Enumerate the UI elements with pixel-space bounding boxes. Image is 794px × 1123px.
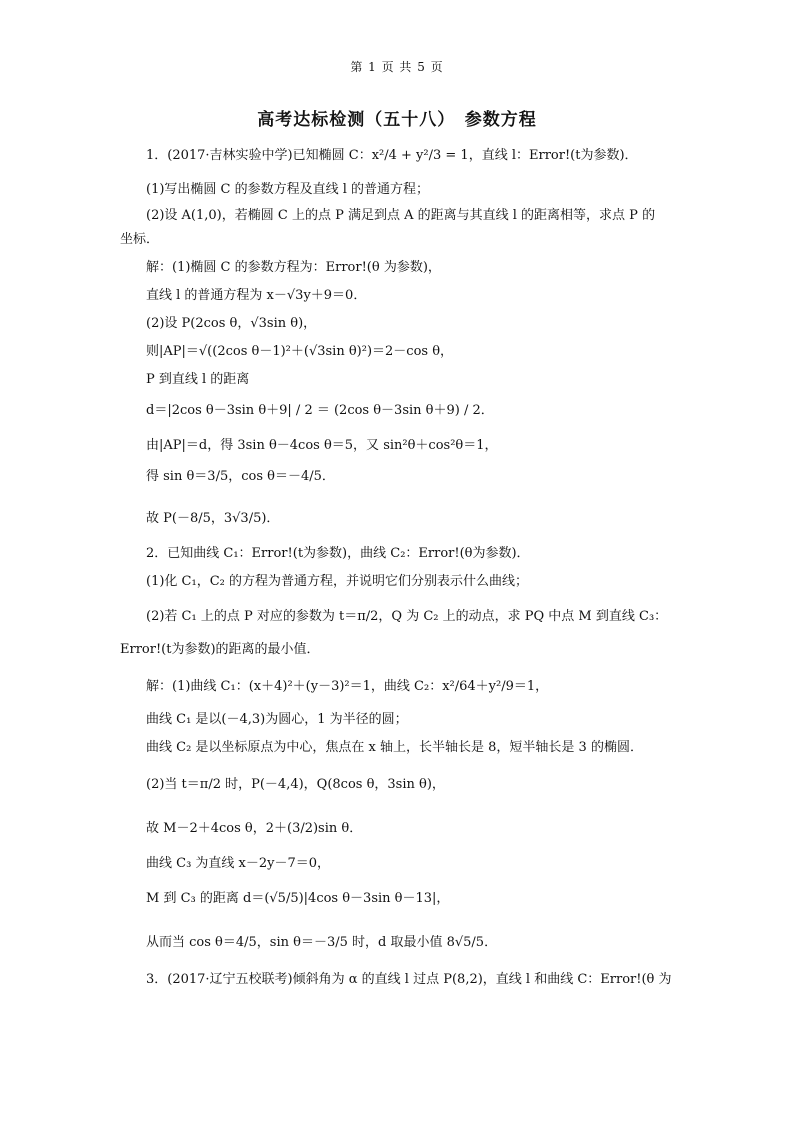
solution-1-line: 则|AP|＝√((2cos θ－1)²＋(√3sin θ)²)＝2－cos θ， [146,344,454,359]
solution-2-answer: 从而当 cos θ＝4/5，sin θ＝－3/5 时，d 取最小值 8√5/5． [146,935,498,950]
solution-2-line: 故 M－2＋4cos θ，2＋(3/2)sin θ． [146,821,363,836]
page-header: 第 1 页 共 5 页 [350,60,444,74]
problem-2-part-2: (2)若 C₁ 上的点 P 对应的参数为 t＝π/2，Q 为 C₂ 上的动点，求 PQ 中点 M 到直线 C₃： [146,609,668,624]
solution-1-line: (2)设 P(2cos θ，√3sin θ)， [146,316,317,331]
problem-2-part-2-cont: Error!(t为参数)的距离的最小值． [120,642,320,657]
problem-1-stem: 1．(2017·吉林实验中学)已知椭圆 C：x²/4 + y²/3 = 1，直线 l：Error!(t为参数)． [146,148,638,163]
solution-2-line: M 到 C₃ 的距离 d＝(√5/5)|4cos θ－3sin θ－13|， [146,891,450,906]
solution-1-line: 解：(1)椭圆 C 的参数方程为：Error!(θ 为参数)， [146,260,441,275]
solution-2-line: 曲线 C₃ 为直线 x－2y－7＝0， [146,856,331,871]
problem-1-part-1: (1)写出椭圆 C 的参数方程及直线 l 的普通方程； [146,182,430,197]
solution-1-line: 由|AP|＝d，得 3sin θ－4cos θ＝5，又 sin²θ＋cos²θ＝1， [146,438,498,453]
page-title: 高考达标检测（五十八） 参数方程 [257,110,537,130]
problem-2-stem: 2．已知曲线 C₁：Error!(t为参数)，曲线 C₂：Error!(θ为参数)． [146,546,530,561]
solution-1-line: 直线 l 的普通方程为 x－√3y＋9＝0． [146,288,367,303]
problem-1-part-2-cont: 坐标． [120,232,160,247]
document-body [120,145,680,991]
solution-2-line: 曲线 C₂ 是以坐标原点为中心，焦点在 x 轴上，长半轴长是 8，短半轴长是 3 的椭圆． [146,740,643,755]
problem-2-part-1: (1)化 C₁，C₂ 的方程为普通方程，并说明它们分别表示什么曲线； [146,574,528,589]
problem-1-part-2: (2)设 A(1,0)，若椭圆 C 上的点 P 满足到点 A 的距离与其直线 l 的距离相等，求点 P 的 [146,208,656,223]
solution-2-line: (2)当 t＝π/2 时，P(－4,4)，Q(8cos θ，3sin θ)， [146,777,445,792]
solution-1-line: P 到直线 l 的距离 [146,372,250,387]
solution-1-line: 得 sin θ＝3/5，cos θ＝－4/5． [146,469,335,484]
solution-2-line: 解：(1)曲线 C₁：(x＋4)²＋(y－3)²＝1，曲线 C₂：x²/64＋y²/9＝1， [146,679,549,694]
solution-2-line: 曲线 C₁ 是以(－4,3)为圆心，1 为半径的圆； [146,712,408,727]
problem-3-stem: 3．(2017·辽宁五校联考)倾斜角为 α 的直线 l 过点 P(8,2)，直线 l 和曲线 C：Error!(θ 为 [146,972,672,987]
solution-1-answer: 故 P(－8/5，3√3/5)． [146,511,280,526]
solution-1-distance-formula: d＝|2cos θ－3sin θ＋9| / 2 ＝ (2cos θ－3sin θ＋9) / 2． [146,403,494,418]
